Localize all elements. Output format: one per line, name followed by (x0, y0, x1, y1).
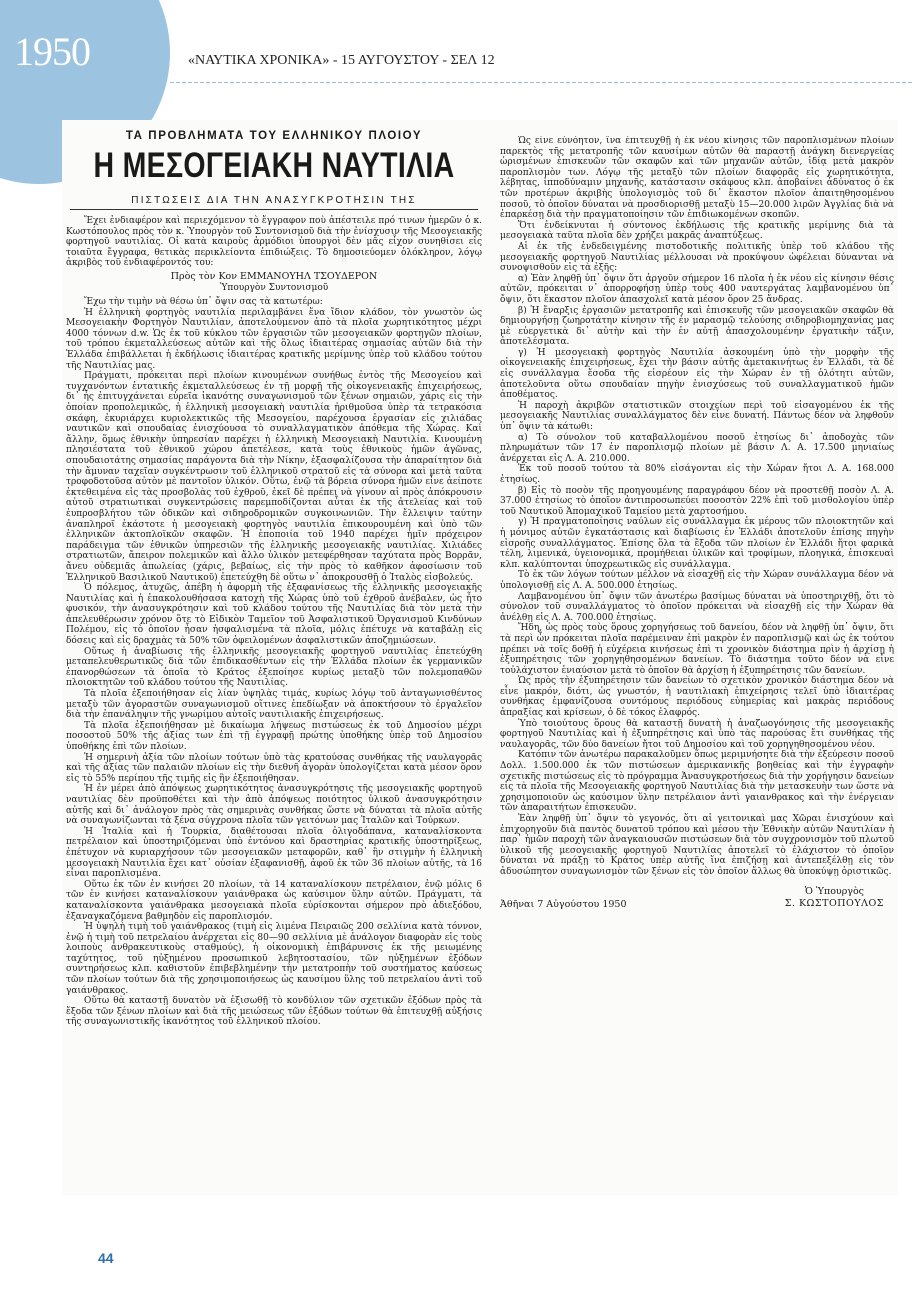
newspaper-clipping (62, 120, 898, 1195)
running-header: «ΝΑΥΤΙΚΑ ΧΡΟΝΙΚΑ» - 15 ΑΥΓΟΥΣΤΟΥ - ΣΕΛ 12 (188, 53, 495, 68)
body-paragraph: α) Ἐὰν ληφθῇ ὑπ᾽ ὄψιν ὅτι ἀργοῦν σήμερον 16 πλοῖα ἡ ἐκ νέου εἰς κίνησιν θέσις αὐτῶν, πρόκειται ν᾽ ἀπορροφήσῃ ὑπὲρ τοὺς 400 ναυτεργάτας λαμβανομένου ὑπ᾽ ὄψιν, ὅτι ἕκαστον πλοῖον ἀπασχολεῖ κατὰ μέσον ὅρον 25 ἄνδρας. (500, 273, 894, 305)
body-paragraph: Κατόπιν τῶν ἀνωτέρω παρακαλοῦμεν ὅπως μεριμνήσητε διὰ τὴν ἐξεύρεσιν ποσοῦ Δολλ. 1.500.000 ἐκ τῶν πιστώσεων ἀμερικανικῆς βοηθείας καὶ τὴν ἐγγραφὴν σχετικῆς πιστώσεως εἰς τὸ πρόγραμμα Ἀνασυγκροτήσεως διὰ τὴν χορήγησιν δανείων εἰς τὰ πλοῖα τῆς Μεσογειακῆς φορτηγοῦ Ναυτιλίας διὰ τὴν μετασκευὴν των ὥστε νὰ χρησιμοποιοῦν ὡς καύσιμον ὕλην πετρέλαιον ἀντὶ γαιανθρακος καὶ τὴν ἐνέργειαν τῶν ἀπαραιτήτων ἐπισκευῶν. (500, 750, 894, 814)
body-paragraph: Τὸ ἐκ τῶν λόγων τούτων μέλλον νὰ εἰσαχθῇ εἰς τὴν Χώραν συνάλλαγμα δέον νὰ ὑπολογισθῇ εἰς Λ. Α. 500.000 ἐτησίως. (500, 570, 894, 591)
right-body (500, 136, 894, 878)
subtitle-rule (70, 209, 478, 210)
body-paragraph: Ὡς πρὸς τὴν ἐξυπηρέτησιν τῶν δανείων τὸ σχετικὸν χρονικὸν διάστημα δέον νὰ εἶνε μακρόν, διότι, ὡς γνωστόν, ἡ ναυτιλιακὴ ἐπιχείρησις τελεῖ ὑπὸ ἰδιαιτέρας συνθήκας ἐμφανίζουσα συντόμους περιόδους εὐημερίας καὶ μακρὰς περιόδους ἀπραξίας καὶ κρίσεων, ὁ δὲ τόκος ἐλαφρός. (500, 676, 894, 719)
body-paragraph: Ὅτι ἐνδείκνυται ἡ σύντονος ἐκδήλωσις τῆς κρατικῆς μερίμνης διὰ τὰ μεσογειακὰ ταῦτα πλοῖα δὲν χρήζει μακρᾶς ἀναπτύξεως. (500, 220, 894, 242)
body-paragraph: β) Ἡ ἔναρξις ἐργασιῶν μετατροπῆς καὶ ἐπισκευῆς τῶν μεσογειακῶν σκαφῶν θὰ δημιουργήσῃ ζωηροτάτην κίνησιν τῆς ἐν μαρασμῷ τελούσης σιδηροβιομηχανίας μας μὲ εὐεργετικὰ δι᾽ αὐτὴν καὶ τὴν ἐν αὐτῇ ἀπασχολουμένην ἐργατικὴν τάξιν, ἀποτελέσματα. (500, 305, 894, 348)
signature-title: Ὁ Ὑπουργὸς (804, 885, 864, 897)
signature-name: Σ. ΚΩΣΤΟΠΟΥΛΟΣ (784, 897, 884, 909)
article-subtitle: ΠΙΣΤΩΣΕΙΣ ΔΙΑ ΤΗΝ ΑΝΑΣΥΓΚΡΟΤΗΣΙΝ ΤΗΣ (131, 194, 417, 206)
body-paragraph: Οὕτω θὰ καταστῇ δυνατὸν νὰ ἐξισωθῇ τὸ κονδύλιον τῶν σχετικῶν ἐξόδων πρὸς τὰ ἔξοδα τῶν ξένων πλοίων καὶ διὰ τῆς μειώσεως τῶν ἐξόδων τούτων θὰ ἐπιτευχθῇ αὐξήσις τῆς συναγωνιστικῆς ἱκανότητος τοῦ ἑλληνικοῦ πλοίου. (66, 996, 482, 1028)
addressee: Πρὸς τὸν Κον ΕΜΜΑΝΟΥΗΛ ΤΣΟΥΔΕΡΟΝ (170, 270, 378, 282)
body-paragraph: Τὰ πλοῖα ἐξεποιήθησαν εἰς λίαν ὑψηλὰς τιμάς, κυρίως λόγῳ τοῦ ἀνταγωνισθέντος μεταξὺ τῶν ἀγοραστῶν συναγωνισμοῦ οἵτινες ἐπεδίωξαν νὰ ἀποκτήσουν τὸ ἐργαλεῖον διὰ τὴν ἐπανάληψιν τῆς γνωρίμου αὐτοῖς ναυτιλιακῆς ἐπιχειρήσεως. (66, 689, 482, 721)
date-place: Ἀθῆναι 7 Αὐγούστου 1950 (500, 898, 627, 910)
body-paragraph: Ὁ πόλεμος, ἀτυχῶς, ἀπέβη ἡ ἀφορμὴ τῆς ἐξαφανίσεως τῆς ἑλληνικῆς μεσογειακῆς Ναυτιλίας καὶ ἡ ἐπακολουθήσασα κατοχὴ τῆς Χώρας ὑπὸ τοῦ ἐχθροῦ ἀνέβαλεν, ὡς ἦτο φυσικόν, τὴν ἀνασυγκρότησιν καὶ τοῦ κλάδου τούτου τῆς Ναυτιλίας διὰ τὸν μετὰ τὴν ἀπελευθέρωσιν χρόνον ὅτε τὸ Εἰδικὸν Ταμεῖον τοῦ Ἀσφαλιστικοῦ Ὀργανισμοῦ Κινδύνων Πολέμου, εἰς τὸ ὁποῖον ἦσαν ἠσφαλισμένα τὰ πλοῖα, μόλις ἐπέτυχε νὰ καταβάλῃ εἰς δόσεις καὶ εἰς δραχμὰς τὰ 50% τῶν ὀφειλομένων ἀσφαλιστικῶν ἀποζημιώσεων. (66, 583, 482, 647)
section-label: ΤΑ ΠΡΟΒΛΗΜΑΤΑ ΤΟΥ ΕΛΛΗΝΙΚΟΥ ΠΛΟΙΟΥ (125, 130, 423, 142)
body-paragraph: Ἡ ἐν μέρει ἀπὸ ἀπόψεως χωρητικότητος ἀνασυγκρότησις τῆς μεσογειακῆς φορτηγοῦ ναυτιλίας δὲν προϋποθέτει καὶ τὴν ἀπὸ ἀπόψεως ποιότητος ὑλικοῦ ἀνασυγκρότησιν αὐτῆς καὶ δι᾽ ἀνάλογον πρὸς τὰς σημερινὰς συνθήκας ὥστε νὰ δύναται τὰ πλοῖα αὐτῆς νὰ συναγωνίζωνται τὰ ξένα σύγχρονα πλοῖα τῶν γειτόνων μας Ἰταλῶν καὶ Τούρκων. (66, 784, 482, 827)
body-paragraph: Ἔχω τὴν τιμὴν νὰ θέσω ὑπ᾽ ὄψιν σας τὰ κατωτέρω: (84, 297, 323, 308)
signature-block (500, 886, 894, 911)
right-paragraphs (500, 136, 894, 878)
body-paragraph: Λαμβανομένου ὑπ᾽ ὄψιν τῶν ἀνωτέρω βασίμως δύναται νὰ ὑποστηριχθῇ, ὅτι τὸ σύνολον τοῦ συναλλάγματος τὸ ὁποῖον πρόκειται νὰ εἰσαχθῇ εἰς τὴν Χώραν θὰ ἀνέλθῃ εἰς Λ. Α. 700.000 ἐτησίως. (500, 591, 894, 623)
body-paragraph: α) Τὸ σύνολον τοῦ καταβαλλομένου ποσοῦ ἐτησίως δι᾽ ἀποδοχὰς τῶν πληρωμάτων τῶν 17 ἐν παροπλισμῷ πλοίων μὲ βάσιν Λ. Α. 17.500 μηνιαίως ἀνέρχεται εἰς Λ. Α. 210.000. (500, 432, 894, 464)
body-paragraph: Πράγματι, πρόκειται περὶ πλοίων κινουμένων συνήθως ἐντὸς τῆς Μεσογείου καὶ τυγχανόντων ἐντατικῆς ἐκμεταλλεύσεως ἐν τῇ μορφῇ τῆς οἰκογενειακῆς ἐπιχειρήσεως, δι᾽ ἧς ἐπιτυγχάνεται εὐρεῖα ἱκανότης συναγωνισμοῦ τῶν ξένων σημαιῶν, χάρις εἰς τὴν ὁποίαν προπολεμικῶς, ἡ ἑλληνικὴ μεσογειακὴ ναυτιλία ἠριθμοῦσα ὑπὲρ τὰ τετρακόσια σκάφη, ἐκυριάρχει κυριολεκτικῶς τῆς Μεσογείου, παρέχουσα ἐργασίαν εἰς χιλιάδας ναυτικῶν καὶ σπουδαίας ἐνισχύουσα τὸ συναλλαγματικὸν ἀπόθεμα τῆς Χώρας. Καὶ ἄλλην, ὅμως ἐθνικὴν ὑπηρεσίαν παρέχει ἡ ἑλληνικὴ Μεσογειακὴ Ναυτιλία. Κινουμένη πλησιέστατα τοῦ ἐθνικοῦ χώρου ἀπετέλεσε, κατὰ τοὺς ἐθνικοὺς ἡμῶν ἀγῶνας, σπουδαιοτάτης σημασίας παράγοντα διὰ τὴν Νίκην, ἐξασφαλίζουσα τὴν ἀπαραίτητον διὰ τὴν ἄμυναν ταχεῖαν συγκέντρωσιν τοῦ ἑλληνικοῦ στρατοῦ εἰς τὰ σύνορα καὶ μετὰ ταῦτα τροφοδοτοῦσα αὐτὸν μὲ παντοῖον ὑλικόν. Οὕτω, ἐνῷ τὰ βόρεια σύνορα ἡμῶν εἶνε ἀείποτε ἐκτεθειμένα εἰς τὰς προσβολὰς τοῦ ἐχθροῦ, ἐκεῖ δὲ πρέπει νὰ γίνουν αἱ πρὸς ἀπόκρουσιν αὐτοῦ στρατιωτικαὶ συγκεντρώσεις παρεμποδίζονται αὗται ἐκ τῆς ἀτελείας καὶ τοῦ ἐυπροσβλήτου τῶν ὁδικῶν καὶ σιδηροδρομικῶν συγκοινωνιῶν. Τὴν ἔλλειψιν ταύτην ἀναπληροῖ ἑκάστοτε ἡ μεσογειακὴ φορτηγὸς ναυτιλία ἐπικουρουμένη καὶ ὑπὸ τῶν ἑλληνικῶν ἀκτοπλοϊκῶν σκαφῶν. Ἡ ἐποποιία τοῦ 1940 παρέχει ἡμῖν πρόχειρον παράδειγμα τῶν ἐθνικῶν ὑπηρεσιῶν τῆς ἑλληνικῆς μεσογειακῆς ναυτιλίας. Χιλιάδες στρατιωτῶν, ἄπειρον πολεμικῶν καὶ ἄλλο ὑλικὸν μετεφέρθησαν ταχύτατα πρὸς Βορρᾶν, ἄνευ οὐδεμιᾶς ἀπωλείας (χάρις, βεβαίως, εἰς τὴν πρὸς τὸ καθῆκον ἀφοσίωσιν τοῦ Ἑλληνικοῦ Βασιλικοῦ Ναυτικοῦ) ἐπετεύχθη δὲ οὕτω ν᾽ ἀποκρουσθῇ ὁ Ἰταλὸς εἰσβολεύς. (66, 371, 482, 583)
body-paragraph: Ἐὰν ληφθῇ ὑπ᾽ ὄψιν τὸ γεγονός, ὅτι αἱ γειτονικαὶ μας Χῶραι ἐνισχύουν καὶ ἐπιχορηγοῦν διὰ παντὸς δυνατοῦ τρόπου καὶ μέσου τὴν Ἐθνικὴν αὐτῶν Ναυτιλίαν ἡ παρ᾽ ἡμῶν παροχὴ τῶν ἀναγκαιουσῶν πιστώσεων διὰ τὸν συγχρονισμὸν τοῦ πλωτοῦ ὑλικοῦ τῆς μεσογειακῆς φορτηγοῦ Ναυτιλίας ἀποτελεῖ τὸ ἐλάχιστον τὸ ὁποῖον δύναται νὰ πράξῃ τὸ Κράτος ὑπὲρ αὐτῆς ἵνα ἐπιζήσῃ καὶ ἀντεπεξέλθῃ εἰς τὸν ἀδυσώπητον συναγωνισμὸν τῶν ξένων εἰς τὸν ὁποῖον ἄλλως θὰ ὑποκύψῃ ὁριστικῶς. (500, 814, 894, 877)
body-paragraph: Ἡ ἑλληνικὴ φορτηγὸς ναυτιλία περιλαμβάνει ἕνα ἴδιον κλάδον, τὸν γνωστὸν ὡς Μεσογειακὴν Φορτηγὸν Ναυτιλίαν, ἀποτελούμενον ἀπὸ τὰ πλοῖα χωρητικότητος μέχρι 4000 τόννων d.w. Ὡς ἐκ τοῦ κύκλου τῶν ἐργασιῶν τῶν μεσογειακῶν φορτηγῶν πλοίων, τοῦ τρόπου ἐκμεταλλεύσεως αὐτῶν καὶ τῆς ὅλως ἰδιαιτέρας σημασίας αὐτῶν διὰ τὴν Ἑλλάδα ἐπιβάλλεται ἡ ἐκδήλωσις ἰδιαιτέρας κρατικῆς μερίμνης ὑπὲρ τοῦ κλάδου τούτου τῆς Ναυτιλίας μας. (66, 307, 482, 371)
body-paragraph: γ) Ἡ μεσογειακὴ φορτηγὸς Ναυτιλία ἀσκουμένη ὑπὸ τὴν μορφὴν τῆς οἰκογενειακῆς ἐπιχειρήσεως, ἔχει τὴν βάσιν αὐτῆς ἀμετακινήτως ἐν Ἑλλάδι, τὰ δὲ εἰς συνάλλαγμα ἔσοδα τῆς εἰσρέουν εἰς τὴν Χώραν ἐν τῇ ὁλότητι αὐτῶν, ἀποτελοῦντα οὕτω σπουδαίαν πηγὴν ἐνισχύσεως τοῦ συναλλαγματικοῦ ἡμῶν ἀποθέματος. (500, 347, 894, 401)
header-divider (170, 82, 914, 83)
body-paragraph: Οὕτω ἐκ τῶν ἐν κινήσει 20 πλοίων, τὰ 14 καταναλίσκουν πετρέλαιον, ἐνῷ μόλις 6 τῶν ἐν κινήσει καταναλίσκουν γαιάνθρακα ὡς καύσιμον ὕλην αὐτῶν. Πράγματι, τὰ καταναλίσκοντα γαιάνθρακα μεσογειακὰ πλοῖα εὑρίσκονται σήμερον πρὸ ἀδιεξόδου, ἐξαναγκαζόμενα βαθμηδὸν εἰς παροπλισμόν. (66, 879, 482, 922)
body-paragraph: Ἤδη, ὡς πρὸς τοὺς ὅρους χορηγήσεως τοῦ δανείου, δέον νὰ ληφθῇ ὑπ᾽ ὄψιν, ὅτι τὰ περὶ ὧν πρόκειται πλοῖα παρέμειναν ἐπὶ μακρὸν ἐν παροπλισμῷ καὶ ὡς ἐκ τούτου πρέπει νὰ τοῖς δοθῇ ἡ εὐχέρεια κινήσεως ἐπὶ τι χρονικὸν διάστημα πρὶν ἡ ἀρχίσῃ ἡ ἐξυπηρέτησις τῶν χορηγηθησομένων δανείων. Τὸ διάστημα τοῦτο δέον νὰ εἶνε τοὐλάχιστον ἑνιαύσιον μετὰ τὸ ὁποῖον θὰ ἀρχίσῃ ἡ ἐξυπηρέτησις τῶν δανείων. (500, 623, 894, 676)
right-column (500, 136, 894, 1188)
body-paragraph: Ἐκ τοῦ ποσοῦ τούτου τὰ 80% εἰσάγονται εἰς τὴν Χώραν ἤτοι Λ. Α. 168.000 ἐτησίως. (500, 464, 894, 485)
body-paragraph: Ὑπὸ τοιούτους ὅρους θὰ καταστῇ δυνατὴ ἡ ἀναζωογόνησις τῆς μεσογειακῆς φορτηγοῦ Ναυτιλίας καὶ ἡ ἐξυπηρέτησις καὶ ὑπὸ τὰς παρούσας ἔτι συνθήκας τῆς ναυλαγορᾶς, τῶν δύο δανείων ἤτοι τοῦ Δημοσίου καὶ τοῦ χορηγηθησομένου νέου. (500, 718, 894, 750)
body-paragraph: β) Εἰς τὸ ποσὸν τῆς προηγουμένης παραγράφου δέον νὰ προστεθῇ ποσὸν Λ. Α. 37.000 ἐτησίως τὸ ὁποῖον ἀντιπροσωπεύει ποσοστὸν 22% ἐπὶ τοῦ μισθολογίου ὑπὲρ τοῦ Ναυτικοῦ Ἀπομαχικοῦ Ταμείου μετὰ χαρτοσήμου. (500, 485, 894, 517)
body-paragraph: Ὡς εἶνε εὐνόητον, ἵνα ἐπιτευχθῇ ἡ ἐκ νέου κίνησις τῶν παροπλισμένων πλοίων παρεκτὸς τῆς μετατροπῆς τῶν καυσίμων αὐτῶν θὰ παραστῇ ἀνάγκη διενεργείας ὡρισμένων ἐπισκευῶν τῶν σκαφῶν καὶ τῶν μηχανῶν αὐτῶν, ἰδίᾳ μετὰ μακρὸν παροπλισμὸν των. Λόγῳ τῆς μεταξὺ τῶν πλοίων διαφορᾶς εἰς χωρητικότητα, λέβητας, ἱπποδύναμιν μηχανῆς, κατάστασιν σκάφους κλπ. ἀποβαίνει ἀδύνατος ὁ ἐκ τῶν προτέρων ἀκριβὴς ὑπολογισμὸς τοῦ δι᾽ ἕκαστον πλοῖον ἀπαιτηθησομένου ποσοῦ, τὸ ὁποῖον δύναται νὰ προσδιορισθῇ μεταξὺ 15—20.000 λιρῶν Ἀγγλίας διὰ νὰ ἐπαρκέσῃ διὰ τὴν πραγματοποίησιν τῶν ἐπιδιωκομένων σκοπῶν. (500, 136, 894, 221)
article-title: Η ΜΕΣΟΓΕΙΑΚΗ ΝΑΥΤΙΛΙΑ (93, 145, 455, 186)
body-paragraph: Τὰ πλοῖα ἐξεποιήθησαν μὲ δικαίωμα λήψεως πιστώσεως ἐκ τοῦ Δημοσίου μέχρι ποσοστοῦ 50% τῆς ἀξίας των ἐπὶ τῇ ἐγγραφῇ πρώτης ὑποθήκης ὑπὲρ τοῦ Δημοσίου ὑποθήκης ἐπὶ τῶν πλοίων. (66, 720, 482, 753)
left-body (66, 216, 482, 1028)
left-column (66, 128, 482, 1188)
body-paragraph: Αἱ ἐκ τῆς ἐνδεδειγμένης πιστοδοτικῆς πολιτικῆς ὑπὲρ τοῦ κλάδου τῆς μεσογειακῆς φορτηγοῦ Ναυτιλίας μέλλουσαι νὰ προκύψουν ὠφέλειαι δύνανται νὰ συνοψισθοῦν εἰς τὰ ἑξῆς: (500, 241, 894, 274)
signature (785, 886, 894, 911)
body-paragraph: Ἡ σημερινὴ ἀξία τῶν πλοίων τούτων ὑπὸ τὰς κρατούσας συνθήκας τῆς ναυλαγορᾶς καὶ τῆς ἀξίας τῶν παλαιῶν πλοίων εἰς τὴν διεθνῆ ἀγορὰν ὑπολογίζεται κατὰ μέσον ὅρον εἰς τὸ 55% περίπου τῆς τιμῆς εἰς ἣν ἐξεποιήθησαν. (66, 752, 482, 784)
addressee-title: Ὑπουργὸν Συντονισμοῦ (219, 283, 329, 294)
body-paragraph: Ἡ ὑψηλὴ τιμὴ τοῦ γαιάνθρακος (τιμὴ εἰς λιμένα Πειραιῶς 200 σελλίνια κατὰ τόννον, ἐνῷ ἡ τιμὴ τοῦ πετρελαίου ἀνέρχεται εἰς 80—90 σελλίνια μὲ ἀνάλογον διαφορὰν εἰς τοὺς λοιποὺς ἀνθρακευτικοὺς σταθμούς), ἡ οἰκονομικὴ ἐπιβάρυνσις ἐκ τῆς μειωμένης ταχύτητος, τοῦ ηὐξημένου προσωπικοῦ λεβητοστασίου, τῶν ηὐξημένων ἐξόδων συντηρήσεως κλπ. καθιστοῦν ἐπιβεβλημένην τὴν μετατροπὴν τοῦ συστήματος καύσεως τῶν πλοίων τούτων διὰ τῆς χρησιμοποιήσεως ὡς καυσίμου ὕλης τοῦ πετρελαίου ἀντὶ τοῦ γαιάνθρακος. (66, 922, 482, 996)
body-paragraph: Οὕτως ἡ ἀναβίωσις τῆς ἑλληνικῆς μεσογειακῆς φορτηγοῦ ναυτιλίας ἐπετεύχθη μεταπελευθερωτικῶς διὰ τῶν ἐπιδικασθέντων εἰς τὴν Ἑλλάδα πλοίων ἐκ γερμανικῶν ἐπανορθώσεων τὰ ὁποῖα τὸ Κράτος ἐξεποίησε κυρίως μεταξὺ τῶν πολεμοπαθῶν πλοιοκτητῶν τοῦ κλάδου τούτου τῆς Ναυτιλίας. (66, 646, 482, 689)
intro-paragraph: Ἔχει ἐνδιαφέρον καὶ περιεχόμενον τὸ ἔγγραφον ποὺ ἀπέστειλε πρό τινων ἡμερῶν ὁ κ. Κωστόπουλος πρὸς τὸν κ. Ὑπουργὸν τοῦ Συντονισμοῦ διὰ τὴν ἐνίσχυσιν τῆς Μεσογειακῆς φορτηγοῦ ναυτιλίας. Οἱ κατὰ καιροὺς ἁρμόδιοι ὑπουργοὶ δὲν μᾶς εἶχον συνηθίσει εἰς τοιαῦτα ἔγγραφα, θετικὰς περικλείοντα ἐπιδιώξεις. Τὸ δημοσιεύομεν ὁλόκληρον, λόγῳ ἀκριβὸς τοῦ ἐνδιαφέροντός του: (66, 215, 482, 269)
body-paragraph: γ) Ἡ πραγματοποίησις ναύλων εἰς συνάλλαγμα ἐκ μέρους τῶν πλοιοκτητῶν καὶ ἡ μόνιμος αὐτῶν ἐγκατάστασις καὶ διαβίωσις ἐν Ἑλλάδι ἀποτελοῦν ἐπίσης πηγὴν εἰσροῆς συναλλάγματος. Ἐπίσης ὅλα τὰ ἔξοδα τῶν πλοίων ἐν Ἑλλάδι ἤτοι φαρικὰ τέλη, λιμενικά, ὑγειονομικά, προμήθειαι ὑλικῶν καὶ τροφίμων, πλοηγικά, ἐπισκευαὶ κλπ. καλύπτονται ὑποχρεωτικῶς εἰς συνάλλαγμα. (500, 517, 894, 570)
left-paragraphs (66, 297, 482, 1028)
page-number: 44 (98, 1250, 114, 1266)
body-paragraph: Ἡ παροχὴ ἀκριβῶν στατιστικῶν στοιχείων περὶ τοῦ εἰσαγομένου ἐκ τῆς μεσογειακῆς Ναυτιλίας συναλλάγματος δὲν εἶνε δυνατή. Πάντως δέον νὰ ληφθοῦν ὑπ᾽ ὄψιν τὰ κάτωθι: (500, 400, 894, 433)
year-label: 1950 (14, 29, 90, 74)
body-paragraph: Ἡ Ἰταλία καὶ ἡ Τουρκία, διαθέτουσαι πλοῖα ὀλιγοδάπανα, καταναλίσκοντα πετρέλαιον καὶ ὑποστηριζόμεναι ὑπὸ ἐντόνου καὶ δραστηρίας κρατικῆς ὑποστηρίξεως, ἐπέτυχον νὰ κυριαρχήσουν τῶν μεσογειακῶν μεταφορῶν, καθ᾽ ἣν στιγμὴν ἡ ἑλληνικὴ μεσογειακὴ Ναυτιλία ἔχει κατ᾽ οὐσίαν ἐξαφανισθῇ, ἀφοῦ ἐκ τῶν 36 πλοίων αὐτῆς, τὰ 16 εἶναι παροπλισμένα. (66, 826, 482, 880)
